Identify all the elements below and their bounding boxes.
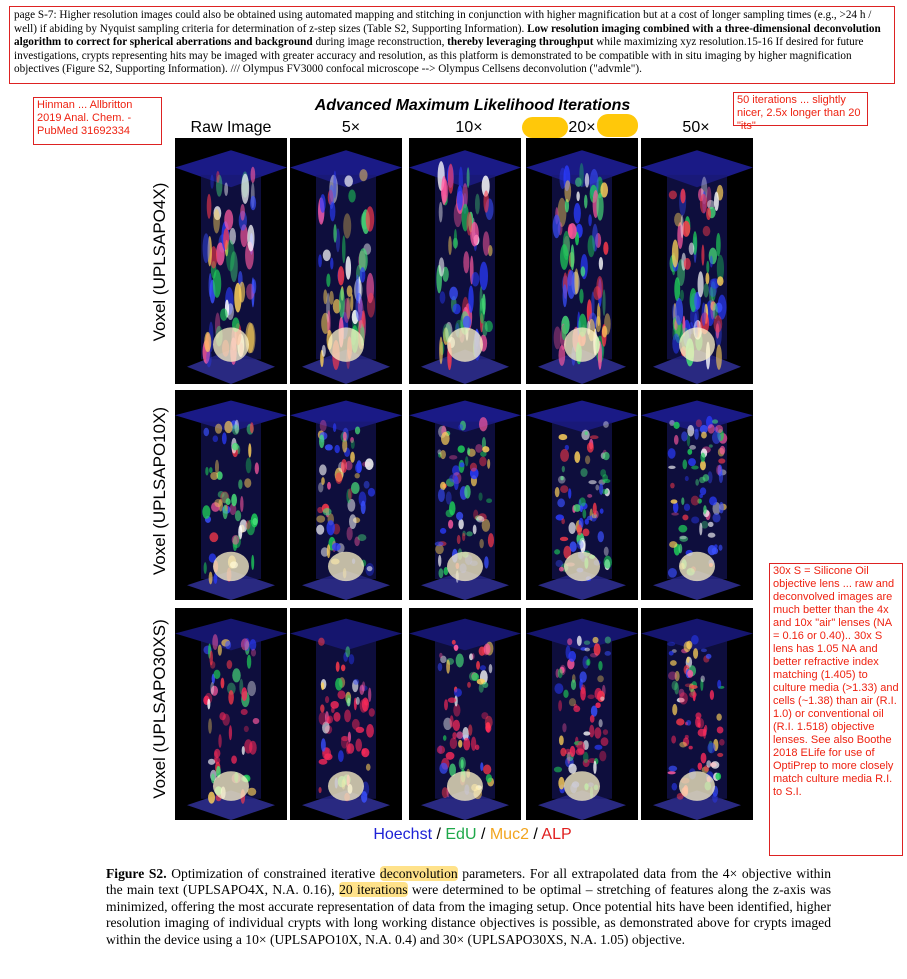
- legend-separator: /: [476, 826, 490, 843]
- micrograph-image: [526, 608, 638, 820]
- micrograph-panel: [641, 138, 753, 384]
- micrograph-panel: [175, 138, 287, 384]
- micrograph-image: [290, 390, 402, 600]
- reference-note: Hinman ... Allbritton 2019 Anal. Chem. - PubMed 31692334: [33, 97, 162, 145]
- micrograph-panel: [526, 390, 638, 600]
- micrograph-panel: [290, 138, 402, 384]
- micrograph-panel: [175, 608, 287, 820]
- micrograph-panel: [409, 138, 521, 384]
- figure-caption: [106, 866, 831, 948]
- caption-text-1: Optimization of constrained iterative: [171, 866, 376, 881]
- micrograph-image: [290, 608, 402, 820]
- micrograph-panel: [409, 608, 521, 820]
- row-label-30xs: Voxel (UPLSAPO30XS): [150, 619, 169, 799]
- micrograph-image: [409, 608, 521, 820]
- iterations-note: 50 iterations ... slightly nicer, 2.5x longer than 20 "its": [733, 92, 868, 126]
- top-note-text-3: while maximizing xyz resolution.15-16 If desired for future investigations, crypts representing hits may be imaged with greater accuracy and resolution, as this platform is demonstrated to be compatible with in situ imaging by higher magnification objectives (Figure S2, Supporting Information). /// Olympus FV3000 confocal microscope --> Olympus Cellsens deconvolution ("advmle").: [14, 36, 864, 76]
- micrograph-image: [175, 138, 287, 384]
- top-annotation-note: [9, 6, 895, 84]
- column-header-50x: 50×: [682, 119, 710, 136]
- micrograph-panel: [641, 390, 753, 600]
- top-note-text-2: during image reconstruction,: [315, 36, 445, 49]
- column-header-20x: 20×: [568, 119, 596, 136]
- caption-highlight-deconvolution: deconvolution: [379, 866, 458, 881]
- silicone-lens-note: 30x S = Silicone Oil objective lens ... raw and deconvolved images are much better than the 4x and 10x "air" lenses (NA = 0.16 or 0.40).. 30x S lens has 1.05 NA and better refractive index matching (1.405) to culture media (>1.33) and cells (~1.38) than air (R.I. 1.0) or conventional oil (R.I. 1.518) objective lenses. See also Boothe 2018 ELife for use of OptiPrep to more closely match culture media R.I. to S.I.: [769, 563, 903, 856]
- legend-hoechst: Hoechst: [373, 826, 433, 843]
- figure-title: Advanced Maximum Likelihood Iterations: [314, 97, 631, 114]
- micrograph-image: [641, 390, 753, 600]
- column-header-10x: 10×: [455, 119, 483, 136]
- micrograph-panel: [409, 390, 521, 600]
- micrograph-panel: [290, 608, 402, 820]
- micrograph-panel: [526, 138, 638, 384]
- column-header-5x: 5×: [341, 119, 361, 136]
- row-label-10x: Voxel (UPLSAPO10X): [150, 406, 169, 576]
- top-note-text-1: page S-7: Higher resolution images could also be obtained using automated mapping and stitching in conjunction with higher magnification but at a cost of longer sampling times (e.g., >24 h / well) if abiding by Nyquist sampling criteria for determination of z-step sizes (Table S2, Supporting Information).: [14, 9, 872, 35]
- row-label-4x: Voxel (UPLSAPO4X): [150, 182, 169, 342]
- legend-edu: EdU: [445, 826, 477, 843]
- highlight-mark-right: [597, 114, 638, 137]
- micrograph-panel: [526, 608, 638, 820]
- column-header-raw: Raw Image: [190, 119, 272, 136]
- caption-label: Figure S2.: [106, 866, 167, 881]
- caption-highlight-iterations: 20 iterations: [339, 882, 408, 898]
- micrograph-panel: [290, 390, 402, 600]
- channel-legend: [300, 826, 645, 844]
- micrograph-image: [641, 138, 753, 384]
- legend-separator: /: [432, 826, 446, 843]
- legend-muc2: Muc2: [489, 826, 529, 843]
- top-note-bold-1: Low resolution imaging combined with a three-dimensional deconvolution algorithm to correct for spherical aberrations and background: [14, 22, 881, 49]
- micrograph-image: [409, 138, 521, 384]
- micrograph-image: [641, 608, 753, 820]
- micrograph-image: [175, 390, 287, 600]
- micrograph-image: [175, 608, 287, 820]
- legend-alp: ALP: [541, 826, 572, 843]
- caption-text-2: parameters. For all extrapolated data from the 4× objective within the main text (UPLSAPO4X, N.A. 0.16),: [106, 866, 832, 898]
- micrograph-image: [409, 390, 521, 600]
- micrograph-image: [526, 138, 638, 384]
- highlight-mark-left: [522, 117, 568, 138]
- micrograph-image: [290, 138, 402, 384]
- micrograph-panel: [641, 608, 753, 820]
- legend-separator: /: [528, 826, 542, 843]
- top-note-bold-2: thereby leveraging throughput: [447, 36, 594, 49]
- caption-text-3: were determined to be optimal – stretching of features along the z-axis was minimized, offering the most accurate representation of data from the imaging setup. Once potential hits have been identified, higher resolution imaging of individual crypts with long working distance objectives is possible, as demonstrated above for crypts imaged within the device using a 10× (UPLSAPO10X, N.A. 0.4) and 30× (UPLSAPO30XS, N.A. 1.05) objective.: [106, 882, 831, 947]
- micrograph-image: [526, 390, 638, 600]
- micrograph-panel: [175, 390, 287, 600]
